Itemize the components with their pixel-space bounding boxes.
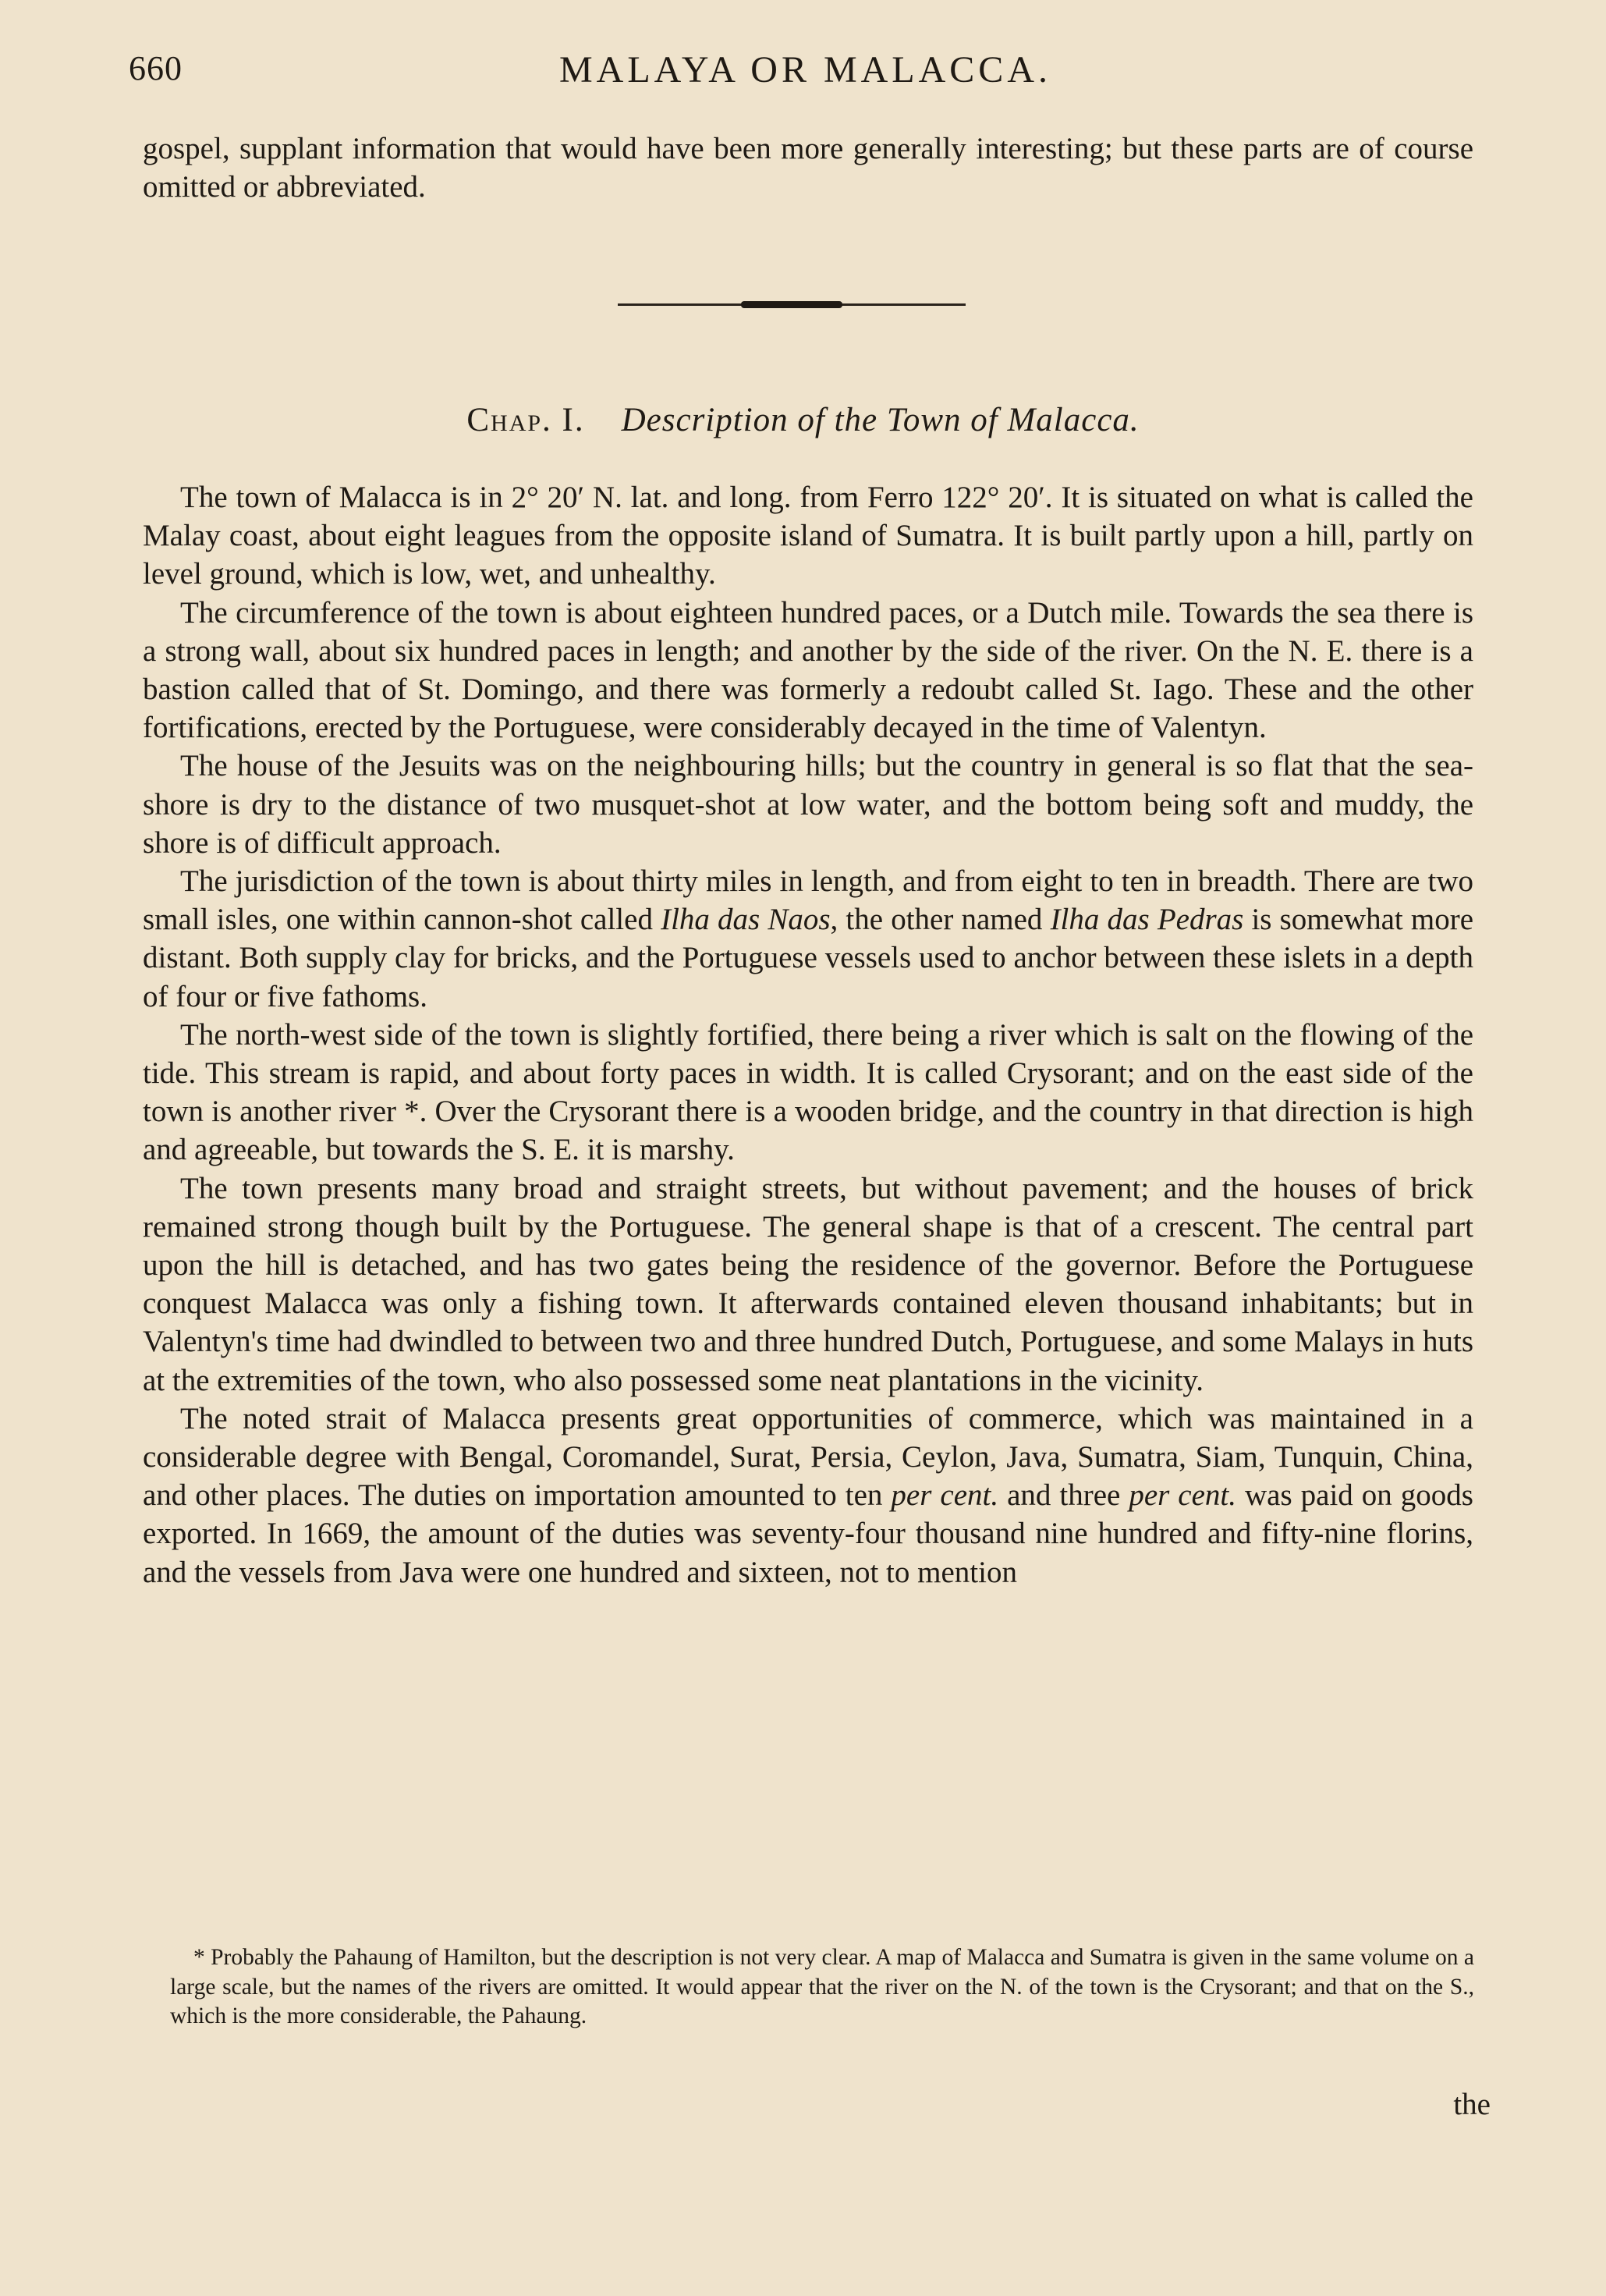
paragraph-text: and three: [998, 1478, 1129, 1513]
section-divider-ornament: [741, 301, 842, 308]
paragraph: [143, 1400, 1473, 1592]
paragraph-text: The north-west side of the town is slightly fortified, there being a river which is salt on the flowing of the tide. This stream is rapid, and about forty paces in width. It is called Crysorant; and on the east side of the town is another river *. Over the Crysorant there is a wooden bridge, and the country in that direction is high and agreeable, but towards the S. E. it is marshy.: [143, 1017, 1473, 1167]
chapter-heading: [0, 401, 1606, 439]
paragraph: [143, 478, 1473, 594]
main-text: [143, 478, 1473, 1592]
paragraph: [143, 1016, 1473, 1169]
chapter-label: Chap. I.: [466, 402, 585, 438]
paragraph-text: is somewhat more distant. Both supply clay for bricks, and the Portuguese vessels used to anchor between these islets in a depth of four or five fathoms.: [143, 903, 1474, 1013]
catchword: the: [1453, 2088, 1491, 2121]
paragraph-text: , the other named: [830, 903, 1051, 937]
footnote: [170, 1943, 1474, 2032]
running-head: MALAYA OR MALACCA.: [559, 49, 1051, 90]
italic-text: Ilha das Pedras: [1050, 903, 1244, 937]
intro-paragraph: gospel, supplant information that would have been more generally interesting; but these parts are of course omitted or abbreviated.: [143, 132, 1473, 204]
paragraph-text: The circumference of the town is about eighteen hundred paces, or a Dutch mile. Towards the sea there is a strong wall, about six hundred paces in length; and another by the side of the river. On the N. E. there is a bastion called that of St. Domingo, and there was formerly a redoubt called St. Iago. These and the other fortifications, erected by the Portuguese, were considerably decayed in the time of Valentyn.: [143, 595, 1473, 745]
page-header: [129, 48, 1482, 95]
paragraph: [143, 747, 1473, 862]
paragraph-text: The noted strait of Malacca presents great opportunities of commerce, which was maintained in a considerable degree with Bengal, Coromandel, Surat, Persia, Ceylon, Java, Sumatra, Siam, Tunquin, China, and other places. The duties on importation amounted to ten: [143, 1401, 1473, 1513]
paragraph: [143, 594, 1473, 747]
paragraph-text: The house of the Jesuits was on the neighbouring hills; but the country in general is so flat that the sea-shore is dry to the distance of two musquet-shot at low water, and the bottom being soft and muddy, the shore is of difficult approach.: [143, 749, 1473, 860]
italic-text: Ilha das Naos: [661, 903, 831, 937]
chapter-title: Description of the Town of Malacca.: [621, 402, 1140, 438]
paragraph-text: The jurisdiction of the town is about thirty miles in length, and from eight to ten in breadth. There are two small isles, one within cannon-shot called: [143, 864, 1473, 937]
intro-text: [143, 130, 1473, 206]
paragraph: [143, 1169, 1473, 1400]
page-number: 660: [129, 49, 183, 87]
paragraph-text: The town of Malacca is in 2° 20′ N. lat. and long. from Ferro 122° 20′. It is situated on what is called the Malay coast, about eight leagues from the opposite island of Sumatra. It is built partly upon a hill, partly on level ground, which is low, wet, and unhealthy.: [143, 481, 1473, 591]
italic-text: per cent.: [1129, 1478, 1237, 1513]
paragraph: [143, 862, 1473, 1016]
paragraph-text: The town presents many broad and straight streets, but without pavement; and the houses of brick remained strong though built by the Portuguese. The general shape is that of a crescent. The central part upon the hill is detached, and has two gates being the residence of the governor. Before the Portuguese conquest Malacca was only a fishing town. It afterwards contained eleven thousand inhabitants; but in Valentyn's time had dwindled to between two and three hundred Dutch, Portuguese, and some Malays in huts at the extremities of the town, who also possessed some neat plantations in the vicinity.: [143, 1171, 1473, 1397]
paragraph-text: was paid on goods exported. In 1669, the amount of the duties was seventy-four thousand nine hundred and fifty-nine florins, and the vessels from Java were one hundred and sixteen, not to mention: [143, 1478, 1473, 1589]
footnote-text: * Probably the Pahaung of Hamilton, but the description is not very clear. A map of Malacca and Sumatra is given in the same volume on a large scale, but the names of the rivers are omitted. It would appear that the river on the N. of the town is the Crysorant; and that on the S., which is the more considerable, the Pahaung.: [170, 1945, 1474, 2028]
italic-text: per cent.: [891, 1478, 999, 1513]
